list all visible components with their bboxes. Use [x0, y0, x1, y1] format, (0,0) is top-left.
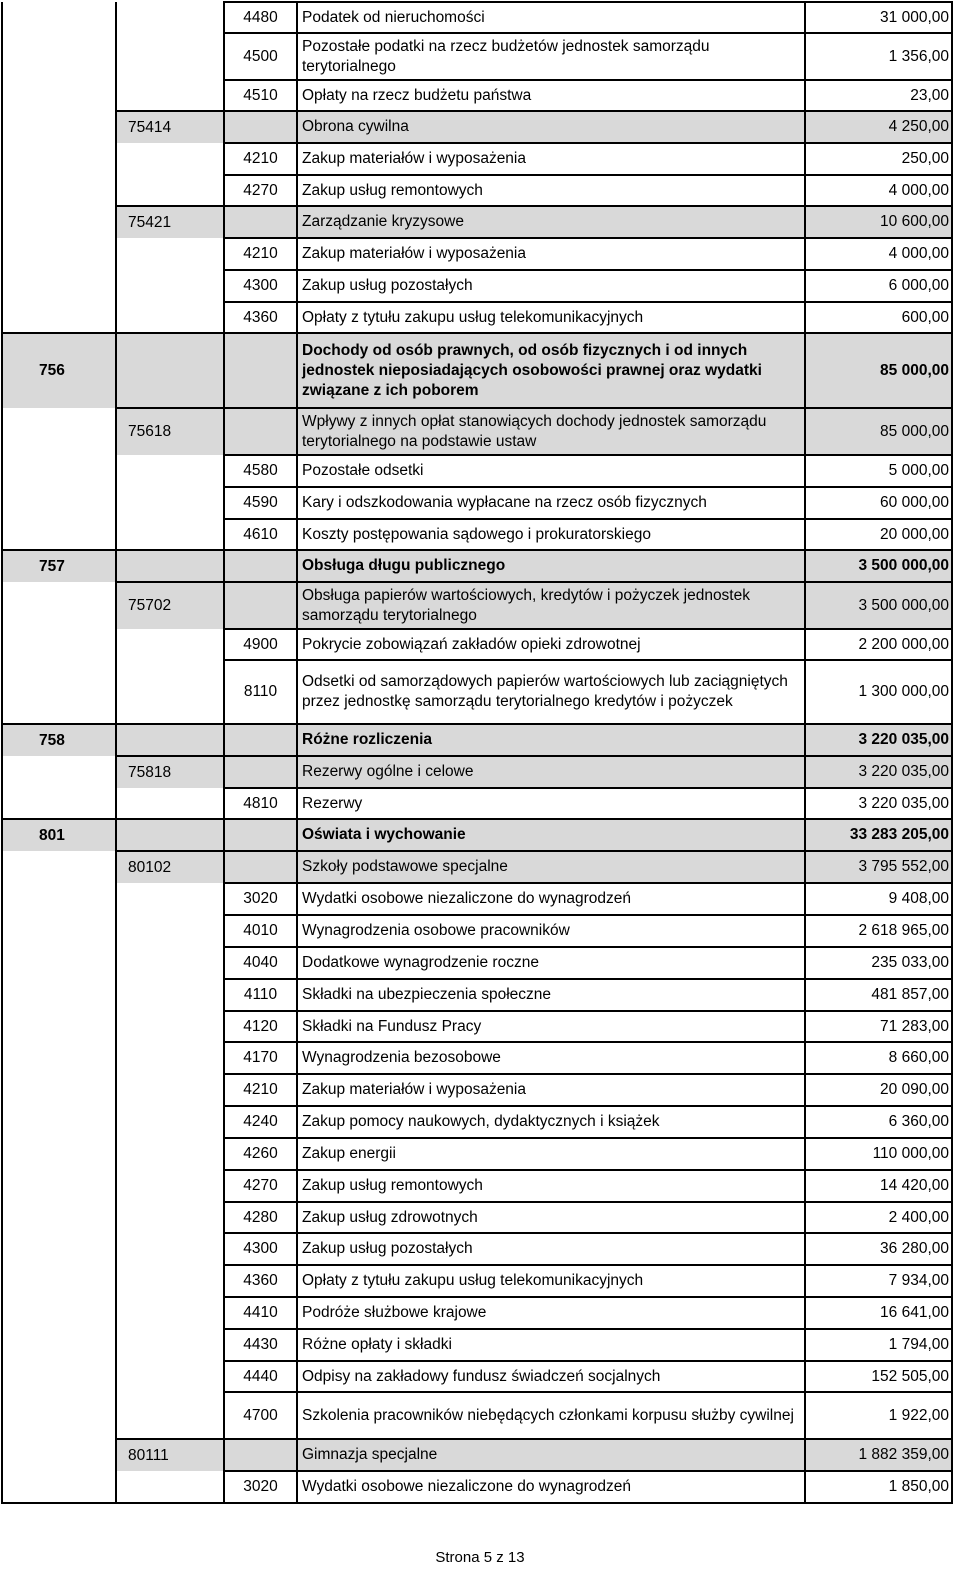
table-row [2, 947, 952, 979]
chapter-code-cell [116, 979, 224, 1011]
description-cell: Odpisy na zakładowy fundusz świadczeń socjalnych [297, 1361, 805, 1392]
table-body [2, 2, 952, 1503]
chapter-code-cell [116, 487, 224, 519]
chapter-code-cell [116, 80, 224, 111]
chapter-code-cell [116, 1361, 224, 1392]
description-cell: Wpływy z innych opłat stanowiących dochody jednostek samorządu terytorialnego na podstawie ustaw [297, 408, 805, 455]
description-cell: Zakup usług zdrowotnych [297, 1202, 805, 1233]
section-code-cell [2, 756, 116, 788]
chapter-code-cell [116, 1297, 224, 1329]
section-code-cell [2, 80, 116, 111]
description-cell: Obrona cywilna [297, 111, 805, 143]
description-cell: Zakup materiałów i wyposażenia [297, 143, 805, 175]
description-cell: Wynagrodzenia bezosobowe [297, 1042, 805, 1074]
chapter-row [2, 408, 952, 455]
description-cell: Różne opłaty i składki [297, 1329, 805, 1361]
amount-cell: 250,00 [805, 143, 952, 175]
description-cell: Rezerwy [297, 788, 805, 819]
section-code-cell [2, 1471, 116, 1503]
chapter-code-cell [116, 270, 224, 302]
description-cell: Dochody od osób prawnych, od osób fizycznych i od innych jednostek nieposiadających osobowości prawnej oraz wydatki związane z ich poborem [297, 333, 805, 408]
chapter-code-cell [116, 1138, 224, 1170]
section-code-cell [2, 270, 116, 302]
chapter-row [2, 1439, 952, 1471]
paragraph-code-cell: 4590 [224, 487, 297, 519]
amount-cell: 6 000,00 [805, 270, 952, 302]
paragraph-code-cell [224, 582, 297, 629]
description-cell: Wydatki osobowe niezaliczone do wynagrodzeń [297, 1471, 805, 1503]
section-code-cell [2, 883, 116, 915]
amount-cell: 1 850,00 [805, 1471, 952, 1503]
paragraph-code-cell: 4610 [224, 519, 297, 550]
table-row [2, 1202, 952, 1233]
section-code-cell [2, 1265, 116, 1297]
paragraph-code-cell [224, 206, 297, 238]
chapter-code-cell [116, 1042, 224, 1074]
amount-cell: 1 922,00 [805, 1392, 952, 1439]
table-row [2, 80, 952, 111]
chapter-code-cell [116, 33, 224, 80]
chapter-code-cell: 75818 [116, 756, 224, 788]
amount-cell: 9 408,00 [805, 883, 952, 915]
description-cell: Różne rozliczenia [297, 724, 805, 756]
section-code-cell [2, 1170, 116, 1202]
amount-cell: 8 660,00 [805, 1042, 952, 1074]
description-cell: Wynagrodzenia osobowe pracowników [297, 915, 805, 947]
section-code-cell [2, 788, 116, 819]
chapter-code-cell [116, 1329, 224, 1361]
paragraph-code-cell: 3020 [224, 883, 297, 915]
section-code-cell [2, 487, 116, 519]
section-code-cell [2, 1202, 116, 1233]
table-row [2, 979, 952, 1011]
description-cell: Odsetki od samorządowych papierów wartościowych lub zaciągniętych przez jednostkę samorządu terytorialnego kredytów i pożyczek [297, 660, 805, 724]
chapter-code-cell: 75618 [116, 408, 224, 455]
budget-table [1, 1, 953, 1504]
chapter-code-cell [116, 629, 224, 660]
amount-cell: 20 000,00 [805, 519, 952, 550]
section-code-cell [2, 175, 116, 206]
paragraph-code-cell [224, 819, 297, 851]
amount-cell: 3 500 000,00 [805, 582, 952, 629]
chapter-row [2, 206, 952, 238]
description-cell: Zakup pomocy naukowych, dydaktycznych i książek [297, 1106, 805, 1138]
section-code-cell [2, 1011, 116, 1042]
paragraph-code-cell: 4270 [224, 175, 297, 206]
amount-cell: 3 795 552,00 [805, 851, 952, 883]
amount-cell: 600,00 [805, 302, 952, 333]
amount-cell: 85 000,00 [805, 333, 952, 408]
description-cell: Pozostałe podatki na rzecz budżetów jednostek samorządu terytorialnego [297, 33, 805, 80]
paragraph-code-cell: 4300 [224, 1233, 297, 1265]
table-row [2, 33, 952, 80]
paragraph-code-cell: 4260 [224, 1138, 297, 1170]
paragraph-code-cell [224, 408, 297, 455]
table-row [2, 1170, 952, 1202]
chapter-code-cell [116, 660, 224, 724]
amount-cell: 7 934,00 [805, 1265, 952, 1297]
section-code-cell [2, 1233, 116, 1265]
chapter-code-cell: 75414 [116, 111, 224, 143]
chapter-code-cell [116, 724, 224, 756]
section-code-cell [2, 455, 116, 487]
chapter-row [2, 756, 952, 788]
paragraph-code-cell [224, 333, 297, 408]
description-cell: Zakup usług pozostałych [297, 270, 805, 302]
chapter-code-cell [116, 1202, 224, 1233]
table-row [2, 1042, 952, 1074]
section-code-cell [2, 660, 116, 724]
paragraph-code-cell: 4240 [224, 1106, 297, 1138]
section-code-cell [2, 206, 116, 238]
chapter-code-cell: 75421 [116, 206, 224, 238]
table-row [2, 143, 952, 175]
chapter-code-cell [116, 519, 224, 550]
description-cell: Koszty postępowania sądowego i prokuratorskiego [297, 519, 805, 550]
table-row [2, 660, 952, 724]
paragraph-code-cell: 4210 [224, 143, 297, 175]
table-row [2, 1011, 952, 1042]
section-code-cell [2, 1106, 116, 1138]
paragraph-code-cell: 4300 [224, 270, 297, 302]
page-number: Strona 5 z 13 [435, 1549, 525, 1566]
section-code-cell: 757 [2, 550, 116, 582]
section-code-cell [2, 238, 116, 270]
table-row [2, 1106, 952, 1138]
section-code-cell [2, 408, 116, 455]
paragraph-code-cell: 4480 [224, 2, 297, 33]
table-row [2, 238, 952, 270]
paragraph-code-cell: 4110 [224, 979, 297, 1011]
description-cell: Opłaty z tytułu zakupu usług telekomunikacyjnych [297, 302, 805, 333]
paragraph-code-cell: 4280 [224, 1202, 297, 1233]
amount-cell: 71 283,00 [805, 1011, 952, 1042]
description-cell: Szkoły podstawowe specjalne [297, 851, 805, 883]
description-cell: Dodatkowe wynagrodzenie roczne [297, 947, 805, 979]
section-row [2, 550, 952, 582]
description-cell: Podróże służbowe krajowe [297, 1297, 805, 1329]
amount-cell: 1 300 000,00 [805, 660, 952, 724]
chapter-code-cell [116, 2, 224, 33]
section-code-cell [2, 1329, 116, 1361]
amount-cell: 10 600,00 [805, 206, 952, 238]
paragraph-code-cell: 4500 [224, 33, 297, 80]
paragraph-code-cell: 4040 [224, 947, 297, 979]
paragraph-code-cell: 4360 [224, 1265, 297, 1297]
description-cell: Zakup materiałów i wyposażenia [297, 1074, 805, 1106]
paragraph-code-cell: 4700 [224, 1392, 297, 1439]
amount-cell: 14 420,00 [805, 1170, 952, 1202]
chapter-code-cell [116, 238, 224, 270]
paragraph-code-cell: 4010 [224, 915, 297, 947]
section-code-cell [2, 915, 116, 947]
paragraph-code-cell: 4900 [224, 629, 297, 660]
amount-cell: 33 283 205,00 [805, 819, 952, 851]
chapter-code-cell [116, 455, 224, 487]
paragraph-code-cell: 8110 [224, 660, 297, 724]
table-row [2, 1233, 952, 1265]
chapter-code-cell [116, 1106, 224, 1138]
chapter-code-cell [116, 1074, 224, 1106]
description-cell: Składki na Fundusz Pracy [297, 1011, 805, 1042]
table-row [2, 1074, 952, 1106]
description-cell: Zakup energii [297, 1138, 805, 1170]
chapter-code-cell [116, 1170, 224, 1202]
section-code-cell [2, 1042, 116, 1074]
description-cell: Obsługa długu publicznego [297, 550, 805, 582]
amount-cell: 152 505,00 [805, 1361, 952, 1392]
chapter-code-cell: 75702 [116, 582, 224, 629]
table-row [2, 883, 952, 915]
section-row [2, 724, 952, 756]
description-cell: Wydatki osobowe niezaliczone do wynagrodzeń [297, 883, 805, 915]
chapter-code-cell [116, 1392, 224, 1439]
section-code-cell [2, 1361, 116, 1392]
chapter-code-cell: 80102 [116, 851, 224, 883]
amount-cell: 1 882 359,00 [805, 1439, 952, 1471]
paragraph-code-cell [224, 851, 297, 883]
section-row [2, 819, 952, 851]
description-cell: Obsługa papierów wartościowych, kredytów i pożyczek jednostek samorządu terytorialnego [297, 582, 805, 629]
chapter-code-cell [116, 302, 224, 333]
chapter-row [2, 111, 952, 143]
chapter-code-cell [116, 143, 224, 175]
amount-cell: 4 250,00 [805, 111, 952, 143]
paragraph-code-cell: 4510 [224, 80, 297, 111]
paragraph-code-cell [224, 1439, 297, 1471]
amount-cell: 110 000,00 [805, 1138, 952, 1170]
chapter-code-cell [116, 333, 224, 408]
amount-cell: 481 857,00 [805, 979, 952, 1011]
paragraph-code-cell [224, 756, 297, 788]
table-row [2, 1392, 952, 1439]
description-cell: Kary i odszkodowania wypłacane na rzecz osób fizycznych [297, 487, 805, 519]
section-code-cell [2, 979, 116, 1011]
description-cell: Szkolenia pracowników niebędących członkami korpusu służby cywilnej [297, 1392, 805, 1439]
amount-cell: 1 356,00 [805, 33, 952, 80]
amount-cell: 235 033,00 [805, 947, 952, 979]
table-row [2, 487, 952, 519]
paragraph-code-cell [224, 550, 297, 582]
description-cell: Zarządzanie kryzysowe [297, 206, 805, 238]
amount-cell: 3 220 035,00 [805, 724, 952, 756]
section-code-cell [2, 1392, 116, 1439]
paragraph-code-cell: 4210 [224, 1074, 297, 1106]
section-code-cell [2, 947, 116, 979]
amount-cell: 16 641,00 [805, 1297, 952, 1329]
chapter-code-cell [116, 1233, 224, 1265]
table-row [2, 1361, 952, 1392]
section-code-cell [2, 111, 116, 143]
paragraph-code-cell: 4270 [224, 1170, 297, 1202]
section-code-cell [2, 33, 116, 80]
section-code-cell [2, 1138, 116, 1170]
chapter-row [2, 582, 952, 629]
description-cell: Pokrycie zobowiązań zakładów opieki zdrowotnej [297, 629, 805, 660]
amount-cell: 23,00 [805, 80, 952, 111]
paragraph-code-cell: 4580 [224, 455, 297, 487]
chapter-code-cell: 80111 [116, 1439, 224, 1471]
paragraph-code-cell: 4810 [224, 788, 297, 819]
description-cell: Podatek od nieruchomości [297, 2, 805, 33]
table-row [2, 1329, 952, 1361]
description-cell: Opłaty na rzecz budżetu państwa [297, 80, 805, 111]
table-row [2, 519, 952, 550]
section-code-cell: 756 [2, 333, 116, 408]
paragraph-code-cell: 4360 [224, 302, 297, 333]
section-code-cell [2, 143, 116, 175]
description-cell: Oświata i wychowanie [297, 819, 805, 851]
amount-cell: 31 000,00 [805, 2, 952, 33]
chapter-code-cell [116, 1011, 224, 1042]
chapter-code-cell [116, 1471, 224, 1503]
section-code-cell [2, 2, 116, 33]
description-cell: Zakup usług remontowych [297, 175, 805, 206]
table-row [2, 1138, 952, 1170]
amount-cell: 60 000,00 [805, 487, 952, 519]
description-cell: Zakup materiałów i wyposażenia [297, 238, 805, 270]
chapter-code-cell [116, 819, 224, 851]
paragraph-code-cell [224, 724, 297, 756]
table-row [2, 1265, 952, 1297]
section-code-cell [2, 582, 116, 629]
chapter-code-cell [116, 883, 224, 915]
paragraph-code-cell: 3020 [224, 1471, 297, 1503]
description-cell: Rezerwy ogólne i celowe [297, 756, 805, 788]
amount-cell: 1 794,00 [805, 1329, 952, 1361]
table-row [2, 788, 952, 819]
chapter-code-cell [116, 1265, 224, 1297]
table-row [2, 270, 952, 302]
description-cell: Gimnazja specjalne [297, 1439, 805, 1471]
amount-cell: 3 220 035,00 [805, 756, 952, 788]
amount-cell: 3 220 035,00 [805, 788, 952, 819]
table-row [2, 915, 952, 947]
amount-cell: 36 280,00 [805, 1233, 952, 1265]
amount-cell: 85 000,00 [805, 408, 952, 455]
chapter-code-cell [116, 550, 224, 582]
paragraph-code-cell: 4410 [224, 1297, 297, 1329]
section-code-cell: 801 [2, 819, 116, 851]
description-cell: Zakup usług remontowych [297, 1170, 805, 1202]
chapter-code-cell [116, 175, 224, 206]
chapter-code-cell [116, 947, 224, 979]
paragraph-code-cell: 4120 [224, 1011, 297, 1042]
amount-cell: 20 090,00 [805, 1074, 952, 1106]
table-row [2, 2, 952, 33]
section-code-cell [2, 302, 116, 333]
description-cell: Pozostałe odsetki [297, 455, 805, 487]
chapter-row [2, 851, 952, 883]
table-row [2, 302, 952, 333]
amount-cell: 4 000,00 [805, 238, 952, 270]
table-row [2, 629, 952, 660]
paragraph-code-cell: 4430 [224, 1329, 297, 1361]
description-cell: Składki na ubezpieczenia społeczne [297, 979, 805, 1011]
amount-cell: 5 000,00 [805, 455, 952, 487]
section-code-cell [2, 1297, 116, 1329]
amount-cell: 6 360,00 [805, 1106, 952, 1138]
paragraph-code-cell: 4170 [224, 1042, 297, 1074]
table-row [2, 455, 952, 487]
section-code-cell [2, 851, 116, 883]
amount-cell: 3 500 000,00 [805, 550, 952, 582]
table-row [2, 1297, 952, 1329]
section-code-cell [2, 1074, 116, 1106]
table-row [2, 175, 952, 206]
paragraph-code-cell: 4440 [224, 1361, 297, 1392]
section-code-cell [2, 519, 116, 550]
chapter-code-cell [116, 915, 224, 947]
amount-cell: 2 400,00 [805, 1202, 952, 1233]
section-row [2, 333, 952, 408]
paragraph-code-cell [224, 111, 297, 143]
chapter-code-cell [116, 788, 224, 819]
section-code-cell [2, 629, 116, 660]
amount-cell: 4 000,00 [805, 175, 952, 206]
amount-cell: 2 200 000,00 [805, 629, 952, 660]
description-cell: Zakup usług pozostałych [297, 1233, 805, 1265]
section-code-cell: 758 [2, 724, 116, 756]
paragraph-code-cell: 4210 [224, 238, 297, 270]
description-cell: Opłaty z tytułu zakupu usług telekomunikacyjnych [297, 1265, 805, 1297]
section-code-cell [2, 1439, 116, 1471]
amount-cell: 2 618 965,00 [805, 915, 952, 947]
table-row [2, 1471, 952, 1503]
